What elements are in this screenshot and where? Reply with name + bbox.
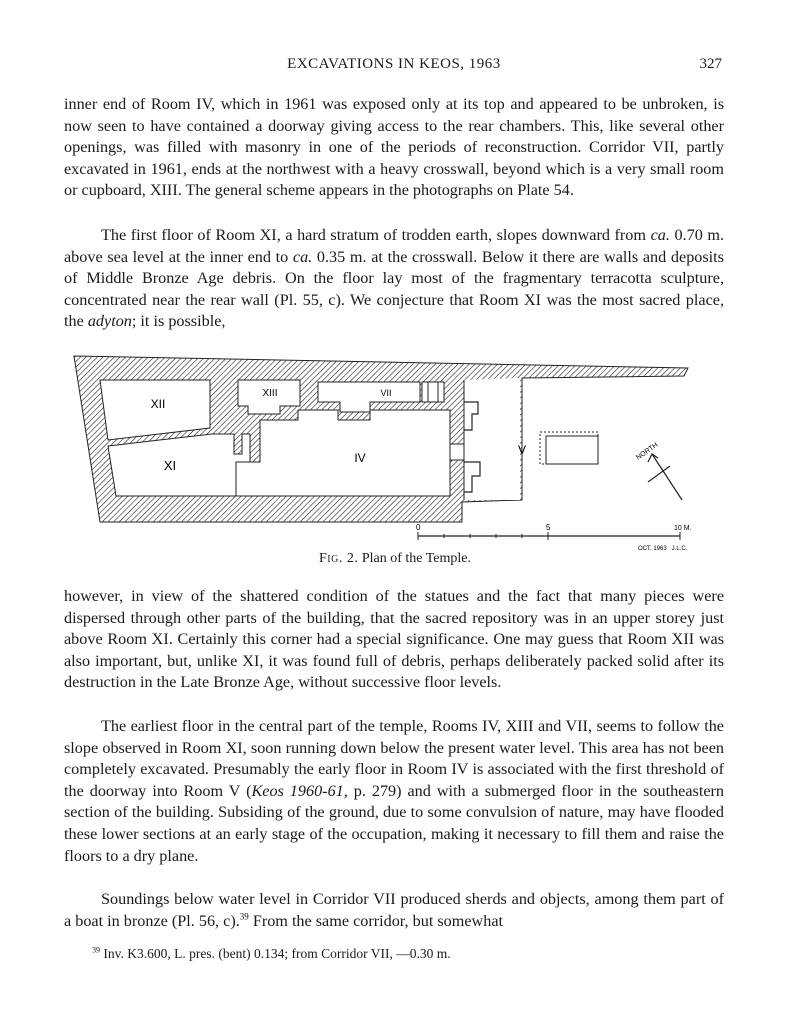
room-xi (108, 434, 250, 496)
paragraph-2 (64, 225, 724, 333)
footnote (92, 946, 451, 962)
doorway-iv-v (450, 444, 464, 460)
page-number: 327 (699, 56, 722, 72)
scale-label-5: 5 (546, 523, 551, 532)
p2-adyton: adyton (87, 312, 132, 331)
scale-bar (416, 523, 692, 552)
figure-label: Fig. 2. (318, 551, 359, 566)
p5-text-b: From the same corridor, but somewhat (248, 911, 504, 930)
north-arrow (635, 442, 682, 500)
p2-text-b: 0.70 m. above sea level at the inner end to (64, 226, 724, 266)
paragraph-1: inner end of Room IV, which in 1961 was exposed only at its top and appeared to be unbroken, is now seen to have contained a doorway giving access to the rear chambers. This, like several other openings, was filled with masonry in one of the periods of reconstruction. Corridor VII, partly excavated in 1961, ends at the northwest with a heavy crosswall, beyond which is a very small room or cupboard, XIII. The general scheme appears in the photographs on Plate 54. (64, 95, 724, 200)
label-room-iv: IV (354, 451, 366, 465)
figure-caption-text: Plan of the Temple. (361, 551, 472, 566)
p5-text-a: Soundings below water level in Corridor VII produced sherds and objects, among them part of a boat in bronze (Pl. 56, c). (64, 890, 724, 930)
label-room-vii: VII (380, 388, 392, 398)
temple-plan-figure (70, 350, 710, 560)
p2-ca-2: ca. (292, 247, 313, 266)
label-room-v: V (517, 443, 527, 457)
p2-text-d: ; it is possible, (131, 312, 226, 331)
drawing-credit: OCT. 1963 J.L.C. (638, 546, 688, 552)
label-room-xi: XI (163, 458, 177, 473)
figure-caption (0, 551, 790, 567)
north-label: NORTH (635, 441, 660, 462)
crosswall-block (422, 382, 444, 402)
p4-text-a: The earliest floor in the central part of the temple, Rooms IV, XIII and VII, seems to follow the slope observed in Room XI, soon running down below the present water level. This area has not been completely excavated. Presumably the early floor in Room IV is associated with the first threshold of the doorway into Room V ( (64, 717, 724, 800)
running-head (64, 56, 724, 80)
paragraph-3: however, in view of the shattered condition of the statues and the fact that many pieces were dispersed through other parts of the building, that the sacred repository was in an upper storey just above Room XI. Certainly this corner had a special significance. One may guess that Room XII was also important, but, unlike XI, it was found full of debris, perhaps deliberately packed solid after its destruction in the Late Bronze Age, without successive floor levels. (64, 587, 724, 692)
paragraph-4 (64, 716, 724, 867)
dotted-feature (540, 432, 598, 464)
p2-text-a: The first floor of Room XI, a hard stratum of trodden earth, slopes downward from (101, 226, 651, 244)
footnote-text: Inv. K3.600, L. pres. (bent) 0.134; from Corridor VII, —0.30 m. (100, 946, 451, 961)
footnote-reference: 39 (239, 911, 249, 922)
p2-ca-1: ca. (650, 226, 670, 244)
p2-text-c: 0.35 m. at the crosswall. Below it there are walls and deposits of Middle Bronze Age debris. On the floor lay most of the fragmentary terracotta sculpture, concentrated near the rear wall (Pl. 55, c). We conjecture that Room XI was the most sacred place, the (64, 247, 724, 331)
room-iv (236, 410, 450, 496)
paragraph-5 (64, 889, 724, 932)
footnote-marker: 39 (92, 945, 100, 955)
scale-label-0: 0 (416, 523, 421, 532)
temple-plan-drawing (70, 350, 710, 560)
scale-label-10: 10 M. (674, 525, 692, 532)
label-room-xii: XII (150, 397, 166, 411)
label-room-xiii: XIII (262, 388, 278, 399)
running-title: EXCAVATIONS IN KEOS, 1963 (287, 56, 501, 72)
p4-text-b: p. 279) and with a submerged floor in the southeastern section of the building. Subsiding of the ground, due to some convulsion of nature, may have flooded these lower sections at an early stage of the occupation, making it necessary to fill them and raise the floors to a dry plane. (64, 781, 725, 865)
p4-keos-reference: Keos 1960-61, (251, 781, 348, 800)
